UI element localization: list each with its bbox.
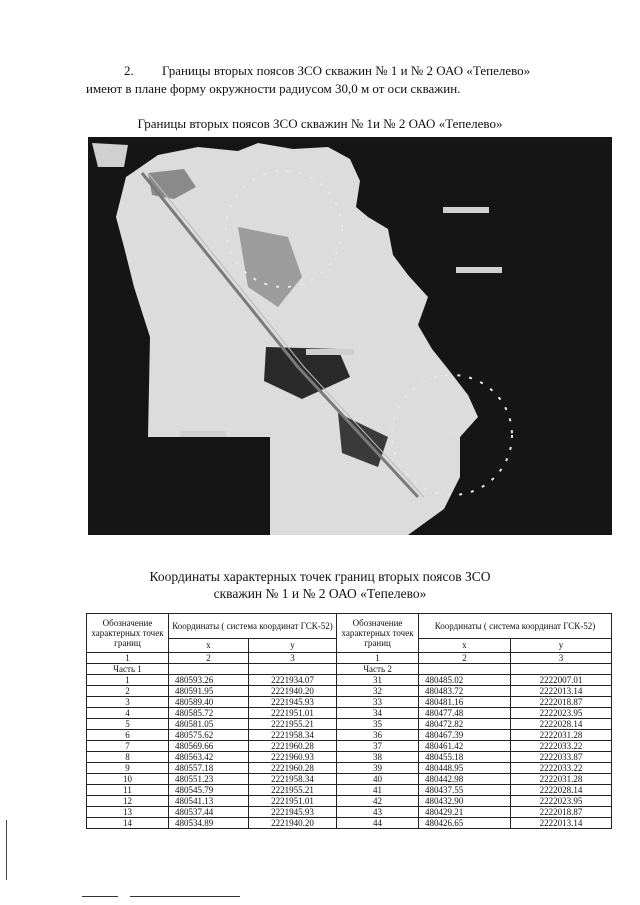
map-label-box <box>180 431 226 437</box>
y-coord-cell: 2222013.14 <box>511 818 612 829</box>
header-x-2: x <box>419 638 511 652</box>
header-point-2: Обозначение характерных точек границ <box>337 614 419 653</box>
y-coord-cell: 2222033.22 <box>511 763 612 774</box>
point-id-cell: 11 <box>87 785 169 796</box>
point-id-cell: 7 <box>87 741 169 752</box>
table-row <box>87 697 612 708</box>
table-row <box>87 730 612 741</box>
y-coord-cell: 2222018.87 <box>511 697 612 708</box>
point-id-cell: 42 <box>337 796 419 807</box>
empty-cell <box>169 664 249 675</box>
point-id-cell: 40 <box>337 774 419 785</box>
table-row <box>87 774 612 785</box>
index-cell: 3 <box>249 653 337 664</box>
table-index-row <box>87 653 612 664</box>
paragraph-line-2: имеют в плане форму окружности радиусом 30,0 м от оси скважин. <box>86 81 461 96</box>
empty-cell <box>511 664 612 675</box>
point-id-cell: 14 <box>87 818 169 829</box>
table-row <box>87 796 612 807</box>
point-id-cell: 35 <box>337 719 419 730</box>
x-coord-cell: 480591.95 <box>169 686 249 697</box>
y-coord-cell: 2222028.14 <box>511 719 612 730</box>
empty-cell <box>419 664 511 675</box>
x-coord-cell: 480551.23 <box>169 774 249 785</box>
y-coord-cell: 2221960.28 <box>249 763 337 774</box>
point-id-cell: 38 <box>337 752 419 763</box>
x-coord-cell: 480429.21 <box>419 807 511 818</box>
page-edge-mark <box>6 820 7 880</box>
terrain-patch <box>92 143 128 167</box>
y-coord-cell: 2221955.21 <box>249 719 337 730</box>
coordinates-table-body <box>87 675 612 829</box>
table-row <box>87 807 612 818</box>
y-coord-cell: 2221945.93 <box>249 697 337 708</box>
paragraph-line-1-text: Границы вторых поясов ЗСО скважин № 1 и № 2 ОАО «Тепелево» <box>162 63 531 78</box>
map-label-box <box>306 349 354 355</box>
x-coord-cell: 480585.72 <box>169 708 249 719</box>
x-coord-cell: 480557.18 <box>169 763 249 774</box>
index-cell: 2 <box>169 653 249 664</box>
table-row <box>87 741 612 752</box>
coordinates-title <box>0 568 640 602</box>
y-coord-cell: 2221934.07 <box>249 675 337 686</box>
index-cell: 3 <box>511 653 612 664</box>
table-part-row <box>87 664 612 675</box>
point-id-cell: 41 <box>337 785 419 796</box>
x-coord-cell: 480426.65 <box>419 818 511 829</box>
y-coord-cell: 2221960.28 <box>249 741 337 752</box>
x-coord-cell: 480537.44 <box>169 807 249 818</box>
point-id-cell: 31 <box>337 675 419 686</box>
y-coord-cell: 2222033.22 <box>511 741 612 752</box>
x-coord-cell: 480461.42 <box>419 741 511 752</box>
paragraph-line-1 <box>86 62 606 80</box>
part-2-label: Часть 2 <box>337 664 419 675</box>
y-coord-cell: 2222013.14 <box>511 686 612 697</box>
point-id-cell: 9 <box>87 763 169 774</box>
point-id-cell: 43 <box>337 807 419 818</box>
x-coord-cell: 480472.82 <box>419 719 511 730</box>
y-coord-cell: 2222018.87 <box>511 807 612 818</box>
index-cell: 2 <box>419 653 511 664</box>
x-coord-cell: 480481.16 <box>419 697 511 708</box>
y-coord-cell: 2222031.28 <box>511 774 612 785</box>
map-image <box>88 137 612 535</box>
part-1-label: Часть 1 <box>87 664 169 675</box>
x-coord-cell: 480477.48 <box>419 708 511 719</box>
index-cell: 1 <box>337 653 419 664</box>
y-coord-cell: 2222023.95 <box>511 796 612 807</box>
table-row <box>87 785 612 796</box>
x-coord-cell: 480442.98 <box>419 774 511 785</box>
x-coord-cell: 480467.39 <box>419 730 511 741</box>
x-coord-cell: 480437.55 <box>419 785 511 796</box>
point-id-cell: 2 <box>87 686 169 697</box>
x-coord-cell: 480581.05 <box>169 719 249 730</box>
well-2-label: ЗСО 2 <box>443 433 461 439</box>
point-id-cell: 32 <box>337 686 419 697</box>
x-coord-cell: 480545.79 <box>169 785 249 796</box>
point-id-cell: 3 <box>87 697 169 708</box>
x-coord-cell: 480448.95 <box>419 763 511 774</box>
y-coord-cell: 2222007.01 <box>511 675 612 686</box>
x-coord-cell: 480455.18 <box>419 752 511 763</box>
y-coord-cell: 2222033.87 <box>511 752 612 763</box>
table-row <box>87 686 612 697</box>
x-coord-cell: 480534.89 <box>169 818 249 829</box>
point-id-cell: 36 <box>337 730 419 741</box>
header-x-1: x <box>169 638 249 652</box>
map-label-box <box>456 267 502 273</box>
table-row <box>87 752 612 763</box>
table-row <box>87 708 612 719</box>
point-id-cell: 33 <box>337 697 419 708</box>
point-id-cell: 4 <box>87 708 169 719</box>
x-coord-cell: 480563.42 <box>169 752 249 763</box>
y-coord-cell: 2221951.01 <box>249 708 337 719</box>
table-row <box>87 818 612 829</box>
point-id-cell: 6 <box>87 730 169 741</box>
y-coord-cell: 2221951.01 <box>249 796 337 807</box>
header-point-1: Обозначение характерных точек границ <box>87 614 169 653</box>
y-coord-cell: 2221958.34 <box>249 774 337 785</box>
header-y-1: y <box>249 638 337 652</box>
point-id-cell: 10 <box>87 774 169 785</box>
x-coord-cell: 480569.66 <box>169 741 249 752</box>
x-coord-cell: 480589.40 <box>169 697 249 708</box>
table-header-row <box>87 614 612 639</box>
paragraph-2 <box>86 62 606 98</box>
point-id-cell: 5 <box>87 719 169 730</box>
y-coord-cell: 2222031.28 <box>511 730 612 741</box>
point-id-cell: 34 <box>337 708 419 719</box>
coordinates-title-line-2: скважин № 1 и № 2 ОАО «Тепелево» <box>213 586 427 601</box>
header-coords-1: Координаты ( система координат ГСК-52) <box>169 614 337 639</box>
point-id-cell: 12 <box>87 796 169 807</box>
header-coords-2: Координаты ( система координат ГСК-52) <box>419 614 612 639</box>
paragraph-number: 2. <box>124 63 134 78</box>
table-row <box>87 675 612 686</box>
coordinates-table <box>86 613 612 829</box>
y-coord-cell: 2222023.95 <box>511 708 612 719</box>
y-coord-cell: 2221940.20 <box>249 686 337 697</box>
x-coord-cell: 480593.26 <box>169 675 249 686</box>
point-id-cell: 44 <box>337 818 419 829</box>
map-label-box <box>443 207 489 213</box>
map-title: Границы вторых поясов ЗСО скважин № 1и № 2 ОАО «Тепелево» <box>137 116 503 131</box>
table-row <box>87 719 612 730</box>
footer-line <box>130 896 240 897</box>
y-coord-cell: 2222028.14 <box>511 785 612 796</box>
y-coord-cell: 2221940.20 <box>249 818 337 829</box>
header-y-2: y <box>511 638 612 652</box>
y-coord-cell: 2221960.93 <box>249 752 337 763</box>
y-coord-cell: 2221955.21 <box>249 785 337 796</box>
satellite-map <box>88 137 612 535</box>
index-cell: 1 <box>87 653 169 664</box>
x-coord-cell: 480541.13 <box>169 796 249 807</box>
footer-dash <box>82 896 118 897</box>
x-coord-cell: 480483.72 <box>419 686 511 697</box>
table-row <box>87 763 612 774</box>
point-id-cell: 1 <box>87 675 169 686</box>
coordinates-title-line-1: Координаты характерных точек границ вторых поясов ЗСО <box>149 569 491 584</box>
point-id-cell: 37 <box>337 741 419 752</box>
x-coord-cell: 480485.02 <box>419 675 511 686</box>
x-coord-cell: 480432.90 <box>419 796 511 807</box>
point-id-cell: 13 <box>87 807 169 818</box>
x-coord-cell: 480575.62 <box>169 730 249 741</box>
empty-cell <box>249 664 337 675</box>
y-coord-cell: 2221945.93 <box>249 807 337 818</box>
y-coord-cell: 2221958.34 <box>249 730 337 741</box>
point-id-cell: 8 <box>87 752 169 763</box>
point-id-cell: 39 <box>337 763 419 774</box>
